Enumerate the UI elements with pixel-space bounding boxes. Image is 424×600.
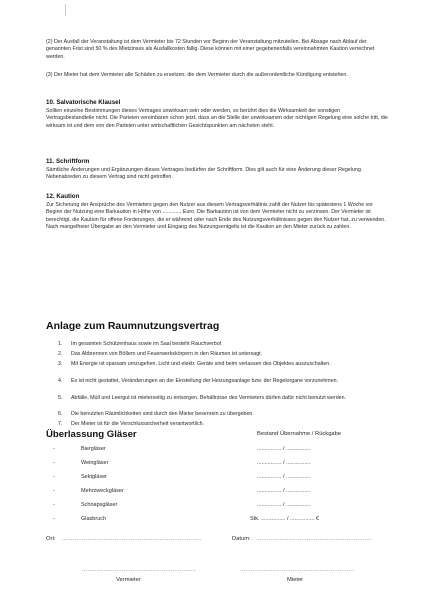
- section-11-heading: 11. Schriftform: [46, 158, 90, 165]
- glasses-title: Überlassung Gläser: [46, 429, 137, 440]
- fill-in-line[interactable]: Stk. ................ / ................ €: [250, 516, 320, 522]
- glasses-row: [50, 515, 380, 523]
- list-text: Abfälle, Müll und Leergut ist mieterseitig zu entsorgen. Behältnisse des Vermieters dürfen dafür nicht benutzt werden.: [71, 395, 347, 401]
- list-text: Es ist nicht gestattet, Veränderungen an der Einstellung der Heizungsanlage bzw. der Regelorgane vorzunehmen.: [71, 378, 339, 384]
- list-text: Der Mieter ist für die Verschlusssicherheit verantwortlich.: [71, 421, 205, 427]
- mieter-signature-line[interactable]: ...............................................................: [240, 567, 355, 573]
- glass-type: Sektgläser: [81, 474, 107, 480]
- glass-type: Glasbruch: [81, 516, 107, 522]
- glasses-row: [50, 487, 380, 495]
- bullet: -: [53, 474, 55, 480]
- glasses-column-header: Bestand Übernahme / Rückgabe: [257, 431, 342, 437]
- fill-in-line[interactable]: ................ / ................: [257, 460, 311, 466]
- glasses-row: [50, 501, 380, 509]
- glasses-row: [50, 459, 380, 467]
- glass-type: Mehrzweckgläser: [81, 488, 124, 494]
- section-11-text: Sämtliche Änderungen und Ergänzungen dieses Vertrages bedürfen der Schriftform. Dies gilt auch für eine Änderung dieser Regelung. Nebenabreden zu diesem Vertrag sind nicht getroffen.: [46, 167, 363, 181]
- list-number: 2.: [58, 351, 63, 357]
- scan-mark: [65, 4, 66, 16]
- bullet: -: [53, 488, 55, 494]
- list-number: 7.: [58, 421, 63, 427]
- bullet: -: [53, 446, 55, 452]
- list-number: 1.: [58, 341, 63, 347]
- list-text: Die benutzten Räumlichkeiten sind durch den Mieter besenrein zu übergeben.: [71, 411, 254, 417]
- glass-type: Schnapsgläser: [81, 502, 118, 508]
- fill-in-line[interactable]: ................ / ................: [257, 488, 311, 494]
- vermieter-label: Vermieter: [116, 577, 141, 583]
- glass-type: Weingläser: [81, 460, 109, 466]
- ort-label: Ort:: [46, 536, 56, 542]
- list-number: 3.: [58, 361, 63, 367]
- glasses-row: [50, 473, 380, 481]
- list-number: 5.: [58, 395, 63, 401]
- list-text: Das Abbrennen von Böllern und Feuerwerkskörpern in den Räumen ist untersagt.: [71, 351, 263, 357]
- list-text: Mit Energie ist sparsam umzugehen. Licht und elektr. Geräte sind beim verlassen des Objektes auszuschalten.: [71, 361, 331, 367]
- list-text: Im gesamten Schützenhaus sowie im Saal besteht Rauchverbot: [71, 341, 222, 347]
- mieter-label: Mieter: [287, 577, 304, 583]
- glasses-row: [50, 445, 380, 453]
- list-number: 6.: [58, 411, 63, 417]
- section-12-text: Zur Sicherung der Ansprüche des Vermieters gegen den Nutzer aus diesem Vertragsverhältnis zahlt der Nutzer bis spätestens 1 Woche vor Beginn der Nutzung eine Barkaution in Höhe von ............. Euro. Die Barkaution ist von dem Vermieter nicht zu verzinsen. Der Vermieter ist berechtigt, die Kaution für offene Forderungen, die er während oder nach Ende des Nutzungsverhältnisses gegen den Nutzer hat, zu verwenden. Nach mangelfreier Übergabe an den Vermieter und Eingang des Nutzungsentgelts ist die Kaution an den Mieter zurück zu zahlen.: [46, 202, 386, 231]
- glass-type: Biergläser: [81, 446, 106, 452]
- datum-field[interactable]: ................................................................: [256, 536, 372, 542]
- fill-in-line[interactable]: ................ / ................: [257, 474, 311, 480]
- section-10-text: Sollten einzelne Bestimmungen dieses Vertrages unwirksam sein oder werden, so berührt dies die Wirksamkeit der sonstigen Vertragsbestandteile nicht. Die Parteien vereinbaren schon jetzt, dass an die Stelle der unwirksamen oder nichtigen Regelung eine solche tritt, die wirksam ist und dem von den Parteien unter wirtschaftlichen Gesichtspunkten am nächsten steht.: [46, 108, 388, 129]
- anlage-title: Anlage zum Raumnutzungsvertrag: [46, 320, 220, 332]
- bullet: -: [53, 516, 55, 522]
- fill-in-line[interactable]: ................ / ................: [257, 446, 311, 452]
- ort-field[interactable]: .............................................................................: [62, 536, 202, 542]
- section-12-heading: 12. Kaution: [46, 193, 80, 200]
- datum-label: Datum:: [232, 536, 251, 542]
- paragraph-3: (3) Der Mieter hat dem Vermieter alle Schäden zu ersetzen, die dem Vermieter durch die außerordentliche Kündigung entstehen.: [46, 72, 348, 78]
- fill-in-line[interactable]: ................ / ................: [257, 502, 311, 508]
- bullet: -: [53, 460, 55, 466]
- vermieter-signature-line[interactable]: ...............................................................: [82, 567, 197, 573]
- section-10-heading: 10. Salvatorische Klausel: [46, 99, 121, 106]
- list-number: 4.: [58, 378, 63, 384]
- bullet: -: [53, 502, 55, 508]
- paragraph-2: (2) Der Ausfall der Veranstaltung ist dem Vermieter bis 72 Stunden vor Beginn der Veranstaltung mitzuteilen. Bei Absage nach Ablauf der genannten Frist sind 50 % des Mietzinses als Ausfallkosten fällig. Diese können mit einer gegebenenfalls vereinnahmten Kaution verrechnet werden.: [46, 39, 375, 60]
